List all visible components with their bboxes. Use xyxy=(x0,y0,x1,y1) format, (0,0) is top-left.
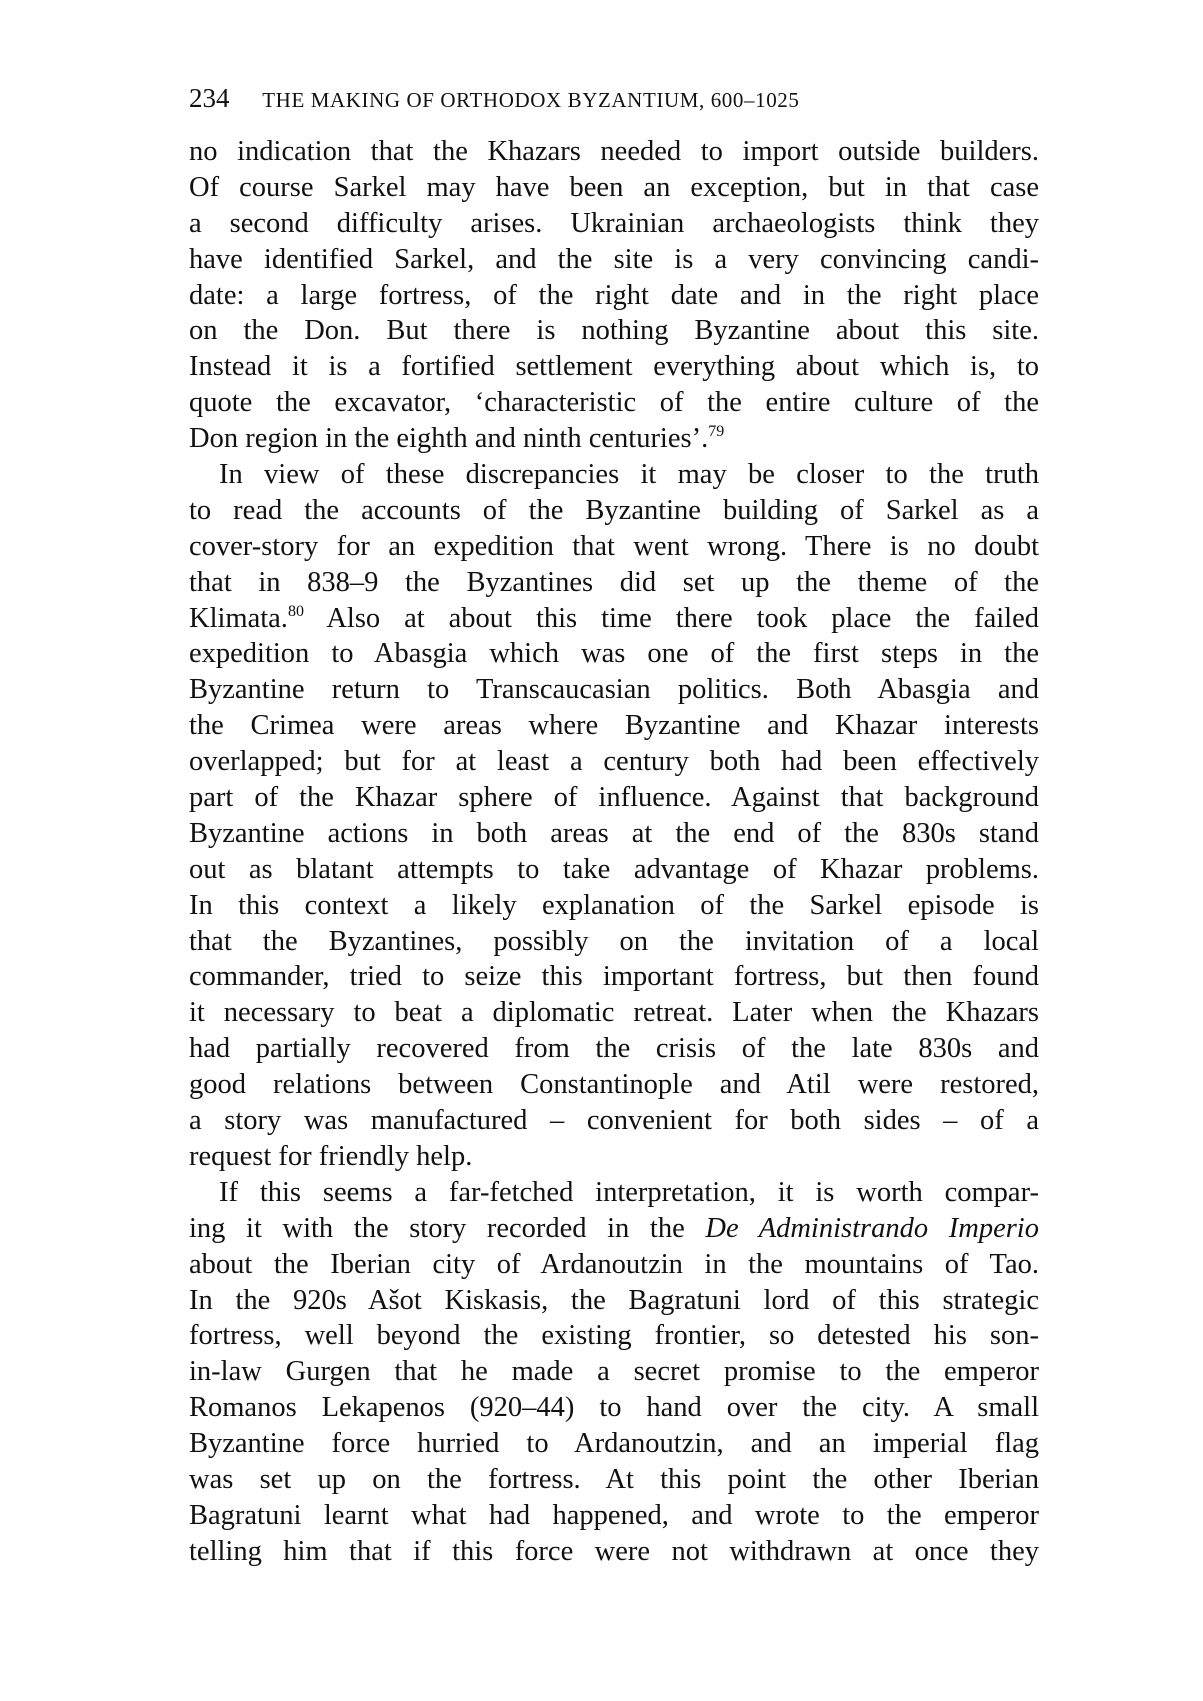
text-line: it necessary to beat a diplomatic retreat. Later when the Khazars xyxy=(189,997,1039,1029)
text-line: In the 920s Ašot Kiskasis, the Bagratuni lord of this strategic xyxy=(189,1284,1039,1316)
text-line: to read the accounts of the Byzantine building of Sarkel as a xyxy=(189,494,1039,526)
text-line: commander, tried to seize this important fortress, but then found xyxy=(189,961,1039,993)
text-line: expedition to Abasgia which was one of the first steps in the xyxy=(189,638,1039,670)
text-line: fortress, well beyond the existing frontier, so detested his son- xyxy=(189,1320,1039,1352)
body-text xyxy=(189,134,1039,1570)
text-line: Bagratuni learnt what had happened, and wrote to the emperor xyxy=(189,1499,1039,1531)
text-line: In this context a likely explanation of the Sarkel episode is xyxy=(189,889,1039,921)
text-line: Instead it is a fortified settlement everything about which is, to xyxy=(189,351,1039,383)
text-line: request for friendly help. xyxy=(189,1140,473,1172)
text-line: Byzantine actions in both areas at the end of the 830s stand xyxy=(189,817,1039,849)
text-line: in-law Gurgen that he made a secret promise to the emperor xyxy=(189,1356,1039,1388)
text-line: quote the excavator, ‘characteristic of the entire culture of the xyxy=(189,387,1039,419)
text-line: that the Byzantines, possibly on the invitation of a local xyxy=(189,925,1039,957)
text-line: overlapped; but for at least a century both had been effectively xyxy=(189,746,1039,778)
text-line: on the Don. But there is nothing Byzantine about this site. xyxy=(189,315,1039,347)
text-line: a second difficulty arises. Ukrainian archaeologists think they xyxy=(189,207,1039,239)
text-line: Don region in the eighth and ninth centuries’.$^{79}$ xyxy=(189,423,725,455)
text-line: telling him that if this force were not withdrawn at once they xyxy=(189,1535,1039,1567)
text-line: that in 838–9 the Byzantines did set up the theme of the xyxy=(189,566,1039,598)
text-line: about the Iberian city of Ardanoutzin in the mountains of Tao. xyxy=(189,1248,1039,1280)
text-line: ing it with the story recorded in the De Administrando Imperio xyxy=(189,1212,1039,1244)
text-line: Romanos Lekapenos (920–44) to hand over the city. A small xyxy=(189,1392,1039,1424)
text-line: In view of these discrepancies it may be closer to the truth xyxy=(219,459,1039,491)
page-number: 234 xyxy=(189,83,230,113)
text-line: date: a large fortress, of the right date and in the right place xyxy=(189,279,1039,311)
book-title: De Administrando Imperio xyxy=(705,1212,1039,1244)
text-line: Byzantine return to Transcaucasian politics. Both Abasgia and xyxy=(189,674,1039,706)
text-line: Of course Sarkel may have been an exception, but in that case xyxy=(189,171,1039,203)
text-line: had partially recovered from the crisis of the late 830s and xyxy=(189,1033,1039,1065)
text-line: have identified Sarkel, and the site is a very convincing candi- xyxy=(189,243,1039,275)
footnote-ref: 80 xyxy=(287,602,304,620)
text-line: the Crimea were areas where Byzantine and Khazar interests xyxy=(189,710,1039,742)
text-line: If this seems a far-fetched interpretation, it is worth compar- xyxy=(219,1176,1039,1208)
text-line: Byzantine force hurried to Ardanoutzin, and an imperial flag xyxy=(189,1428,1039,1460)
text-line: no indication that the Khazars needed to import outside builders. xyxy=(189,136,1039,167)
text-line: Klimata.$^{80}$ Also at about this time there took place the failed xyxy=(189,602,1039,634)
text-line: cover-story for an expedition that went wrong. There is no doubt xyxy=(189,530,1039,562)
text-line: a story was manufactured – convenient for both sides – of a xyxy=(189,1105,1039,1137)
running-head xyxy=(189,80,1039,118)
running-title: THE MAKING OF ORTHODOX BYZANTIUM, 600–1025 xyxy=(262,88,800,112)
text-line: part of the Khazar sphere of influence. Against that background xyxy=(189,782,1039,814)
text-line: good relations between Constantinople and Atil were restored, xyxy=(189,1069,1039,1101)
text-line: was set up on the fortress. At this point the other Iberian xyxy=(189,1463,1039,1495)
text-line: out as blatant attempts to take advantage of Khazar problems. xyxy=(189,853,1039,885)
footnote-ref: 79 xyxy=(708,423,725,441)
